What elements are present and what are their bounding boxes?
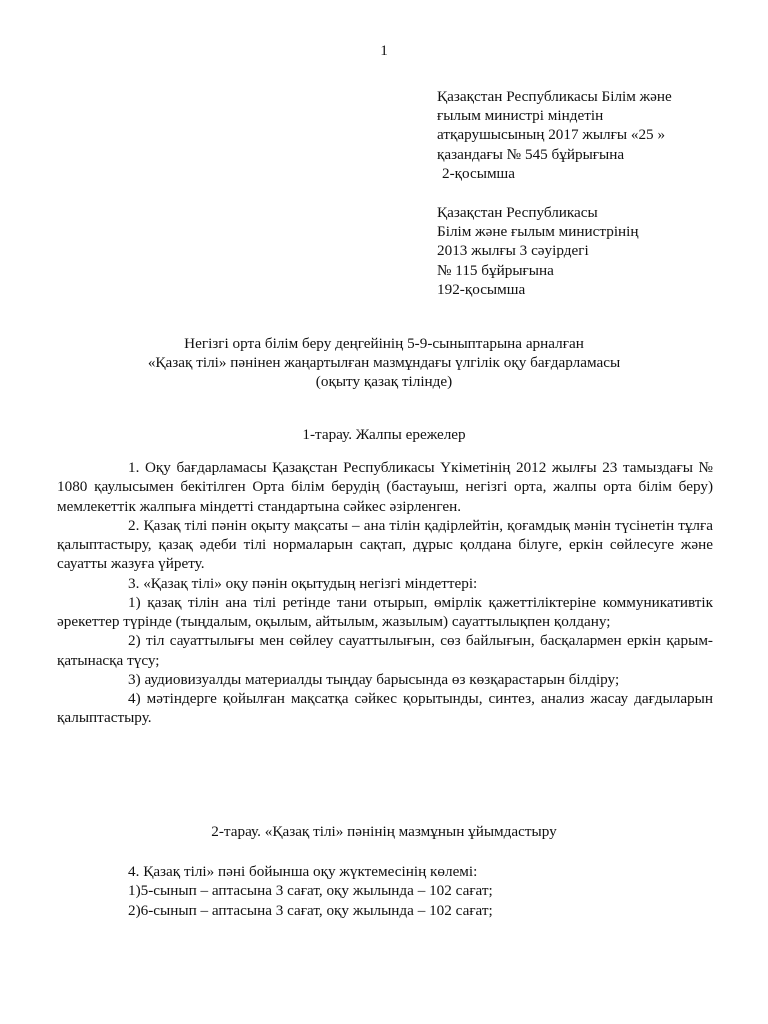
- list-item: 4) мәтіндерге қойылған мақсатқа сәйкес қорытынды, синтез, анализ жасау дағдыларын қалыптастыру.: [57, 690, 713, 727]
- section-heading-general-provisions: 1-тарау. Жалпы ережелер: [302, 426, 466, 443]
- annex-line: № 115 бұйрығына: [437, 261, 554, 279]
- list-item: 1)5-сынып – аптасына 3 сағат, оқу жылында – 102 сағат;: [128, 882, 493, 900]
- title-line: Негізгі орта білім беру деңгейінің 5-9-сыныптарына арналған: [184, 335, 584, 352]
- paragraph: 1. Оқу бағдарламасы Қазақстан Республикасы Үкіметінің 2012 жылғы 23 тамыздағы № 1080 қаулысымен бекітілген Орта білім берудің (бастауыш, негізгі орта, жалпы орта білім беру) мемлекеттік жалпыға міндетті стандартына сәйкес әзірленген.: [57, 459, 713, 515]
- section-heading-content-organization: 2-тарау. «Қазақ тілі» пәнінің мазмұнын ұйымдастыру: [211, 823, 557, 840]
- annex-line: 2013 жылғы 3 сәуірдегі: [437, 242, 589, 260]
- page-number: 1: [380, 42, 388, 59]
- title-line: (оқыту қазақ тілінде): [315, 373, 453, 391]
- title-line: «Қазақ тілі» пәнінен жаңартылған мазмұндағы үлгілік оқу бағдарламасы: [147, 354, 621, 372]
- annex-line: Қазақстан Республикасы Білім және: [437, 88, 672, 105]
- list-item: 1) қазақ тілін ана тілі ретінде тани отырып, өмірлік қажеттіліктеріне коммуникативтік әрекеттер түрінде (тыңдалым, оқылым, айтылым, жазылым) сауаттылықпен қолдану;: [57, 593, 713, 630]
- annex-note-2017-order: [437, 87, 737, 183]
- annex-note-2013-order: [437, 203, 737, 299]
- paragraph: 4. Қазақ тілі» пәні бойынша оқу жүктемесінің көлемі:: [128, 863, 478, 880]
- list-item: 2)6-сынып – аптасына 3 сағат, оқу жылында – 102 сағат;: [128, 901, 493, 919]
- annex-line: 192-қосымша: [437, 280, 526, 298]
- paragraph: 2. Қазақ тілі пәнін оқыту мақсаты – ана тілін қадірлейтін, қоғамдық мәнін түсінетін тұлға қалыптастыру, қазақ әдеби тілі нормаларын сақтап, дұрыс қолдана білуге, еркін сөйлесуге және сауатты жазуға үйрету.: [57, 516, 713, 573]
- section-body-general-provisions: [57, 458, 713, 728]
- annex-line: ғылым министрі міндетін: [437, 107, 604, 125]
- annex-line: атқарушысының 2017 жылғы «25 »: [437, 126, 666, 144]
- section-body-content-organization: [57, 862, 713, 920]
- list-item: 2) тіл сауаттылығы мен сөйлеу сауаттылығын, сөз байлығын, басқалармен еркін қарым-қатынасқа түсу;: [57, 632, 713, 669]
- annex-line: қазандағы № 545 бұйрығына: [437, 145, 625, 163]
- annex-line: 2-қосымша: [442, 164, 515, 182]
- paragraph: 3. «Қазақ тілі» оқу пәнін оқытудың негізгі міндеттері:: [128, 574, 478, 592]
- document-title: [0, 334, 768, 392]
- annex-line: Қазақстан Республикасы: [437, 204, 598, 221]
- annex-line: Білім және ғылым министрінің: [437, 223, 639, 241]
- list-item: 3) аудиовизуалды материалды тыңдау барысында өз көзқарастарын білдіру;: [128, 670, 620, 688]
